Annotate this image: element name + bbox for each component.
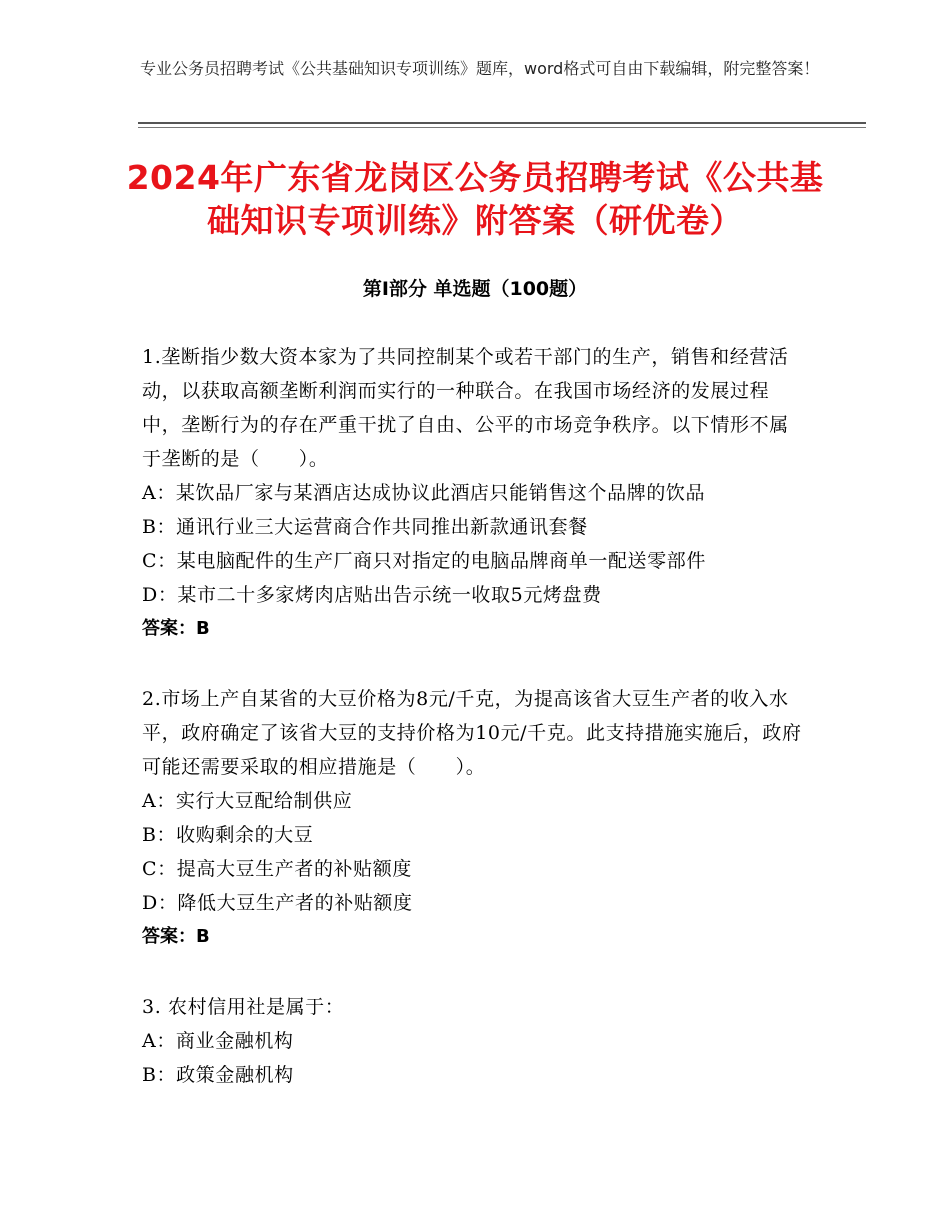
question-3	[142, 990, 807, 1092]
header-divider-thick	[138, 122, 866, 124]
question-1	[142, 340, 807, 646]
question-1-answer: 答案：B	[142, 618, 210, 639]
question-1-option-a: A：某饮品厂家与某酒店达成协议此酒店只能销售这个品牌的饮品	[142, 482, 706, 504]
question-3-text: 3. 农村信用社是属于：	[142, 996, 345, 1018]
question-2-option-c: C：提高大豆生产者的补贴额度	[142, 858, 412, 880]
header-divider-thin	[138, 127, 866, 128]
question-2-option-d: D：降低大豆生产者的补贴额度	[142, 892, 413, 914]
question-2	[142, 682, 807, 954]
question-2-option-b: B：收购剩余的大豆	[142, 824, 314, 846]
header-note: 专业公务员招聘考试《公共基础知识专项训练》题库，word格式可自由下载编辑，附完整答案！	[140, 59, 820, 78]
question-3-option-b: B：政策金融机构	[142, 1064, 294, 1086]
question-2-option-a: A：实行大豆配给制供应	[142, 790, 353, 812]
question-3-option-a: A：商业金融机构	[142, 1030, 294, 1052]
question-1-text: 1.垄断指少数大资本家为了共同控制某个或若干部门的生产，销售和经营活动，以获取高额垄断利润而实行的一种联合。在我国市场经济的发展过程中，垄断行为的存在严重干扰了自由、公平的市场竞争秩序。以下情形不属于垄断的是（ ）。	[142, 346, 789, 470]
question-2-answer: 答案：B	[142, 926, 210, 947]
question-2-text: 2.市场上产自某省的大豆价格为8元/千克，为提高该省大豆生产者的收入水平，政府确定了该省大豆的支持价格为10元/千克。此支持措施实施后，政府可能还需要采取的相应措施是（ ）。	[142, 688, 802, 778]
section-heading: 第I部分 单选题（100题）	[362, 278, 588, 300]
question-1-option-d: D：某市二十多家烤肉店贴出告示统一收取5元烤盘费	[142, 584, 602, 606]
document-title: 2024年广东省龙岗区公务员招聘考试《公共基础知识专项训练》附答案（研优卷）	[126, 158, 824, 240]
question-1-option-c: C：某电脑配件的生产厂商只对指定的电脑品牌商单一配送零部件	[142, 550, 706, 572]
question-1-option-b: B：通讯行业三大运营商合作共同推出新款通讯套餐	[142, 516, 588, 538]
